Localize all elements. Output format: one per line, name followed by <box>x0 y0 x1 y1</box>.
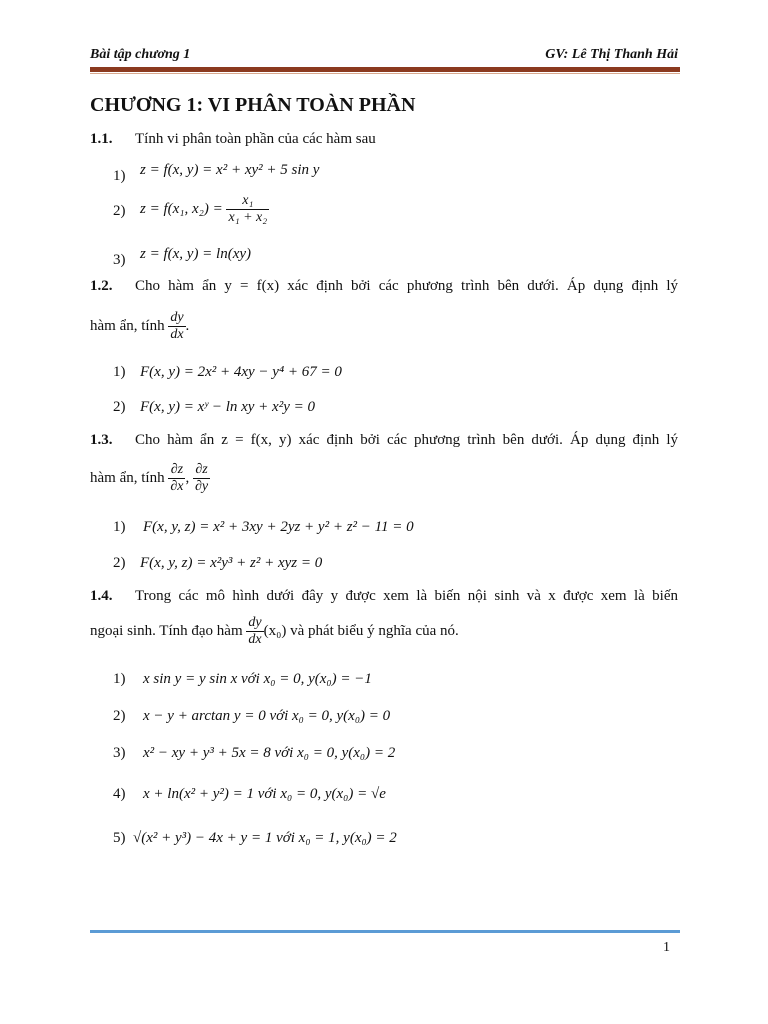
item-label: 5) <box>113 830 126 846</box>
formula: z = f(x, y) = x² + xy² + 5 sin y <box>140 162 320 178</box>
problem-text-line2 <box>90 462 210 495</box>
text: (x₀) và phát biểu ý nghĩa của nó. <box>263 623 459 640</box>
fraction <box>246 615 263 648</box>
item-label: 2) <box>113 203 126 219</box>
formula: z = f(x, y) = ln(xy) <box>140 246 252 262</box>
fraction-denominator: dx <box>170 327 184 343</box>
formula: x² − xy + y³ + 5x = 8 với x₀ = 0, y(x₀) = 2 <box>143 745 396 761</box>
item-label: 3) <box>113 252 126 268</box>
formula: F(x, y, z) = x² + 3xy + 2yz + y² + z² − 11 = 0 <box>143 519 414 535</box>
fraction-denominator: ∂x <box>170 479 184 495</box>
formula-lhs: z = f(x₁, x₂) = <box>140 201 223 218</box>
fraction-denominator: x₁ + x₂ <box>228 210 268 226</box>
item-label: 4) <box>113 786 126 802</box>
problem-text-line2 <box>90 615 459 648</box>
item-label: 1) <box>113 168 126 184</box>
problem-text: Cho hàm ẩn y = f(x) xác định bởi các phương trình bên dưới. Áp dụng định lý <box>135 278 678 294</box>
fraction <box>226 193 269 226</box>
header-right: GV: Lê Thị Thanh Hải <box>545 47 678 62</box>
formula: F(x, y) = 2x² + 4xy − y⁴ + 67 = 0 <box>140 364 342 380</box>
formula: √(x² + y³) − 4x + y = 1 với x₀ = 1, y(x₀) = 2 <box>133 830 397 846</box>
problem-number: 1.1. <box>90 131 113 147</box>
page-number: 1 <box>663 940 670 955</box>
text: ngoại sinh. Tính đạo hàm <box>90 623 243 640</box>
header-left: Bài tập chương 1 <box>90 47 191 62</box>
item-label: 1) <box>113 671 126 687</box>
text: hàm ẩn, tính <box>90 470 165 487</box>
formula: F(x, y) = xʸ − ln xy + x²y = 0 <box>140 399 315 415</box>
problem-number: 1.3. <box>90 432 113 448</box>
header-rule-thin <box>90 73 680 74</box>
fraction-numerator: ∂z <box>168 462 185 479</box>
item-label: 2) <box>113 555 126 571</box>
item-label: 2) <box>113 399 126 415</box>
formula: F(x, y, z) = x²y³ + z² + xyz = 0 <box>140 555 323 571</box>
formula: x − y + arctan y = 0 với x₀ = 0, y(x₀) = 0 <box>143 708 391 724</box>
footer-rule <box>90 930 680 933</box>
item-label: 1) <box>113 519 126 535</box>
chapter-title: CHƯƠNG 1: VI PHÂN TOÀN PHẦN <box>90 94 416 116</box>
fraction-denominator: dx <box>248 632 262 648</box>
fraction-numerator: x₁ <box>226 193 269 210</box>
text: . <box>185 318 190 335</box>
item-label: 2) <box>113 708 126 724</box>
problem-text: Tính vi phân toàn phần của các hàm sau <box>135 131 376 147</box>
formula: x sin y = y sin x với x₀ = 0, y(x₀) = −1 <box>143 671 372 687</box>
fraction <box>168 310 185 343</box>
fraction-numerator: ∂z <box>193 462 210 479</box>
item-label: 1) <box>113 364 126 380</box>
header-rule <box>90 67 680 72</box>
item-label: 3) <box>113 745 126 761</box>
fraction <box>193 462 210 495</box>
formula: x + ln(x² + y²) = 1 với x₀ = 0, y(x₀) = √e <box>143 786 386 802</box>
problem-number: 1.2. <box>90 278 113 294</box>
fraction-numerator: dy <box>246 615 263 632</box>
problem-text: Cho hàm ẩn z = f(x, y) xác định bởi các phương trình bên dưới. Áp dụng định lý <box>135 432 678 448</box>
fraction-numerator: dy <box>168 310 185 327</box>
formula <box>140 193 269 226</box>
text: , <box>185 470 190 487</box>
fraction-denominator: ∂y <box>194 479 209 495</box>
problem-text-line2 <box>90 310 189 343</box>
text: hàm ẩn, tính <box>90 318 165 335</box>
problem-number: 1.4. <box>90 588 113 604</box>
fraction <box>168 462 185 495</box>
problem-text: Trong các mô hình dưới đây y được xem là biến nội sinh và x được xem là biến <box>135 588 678 604</box>
